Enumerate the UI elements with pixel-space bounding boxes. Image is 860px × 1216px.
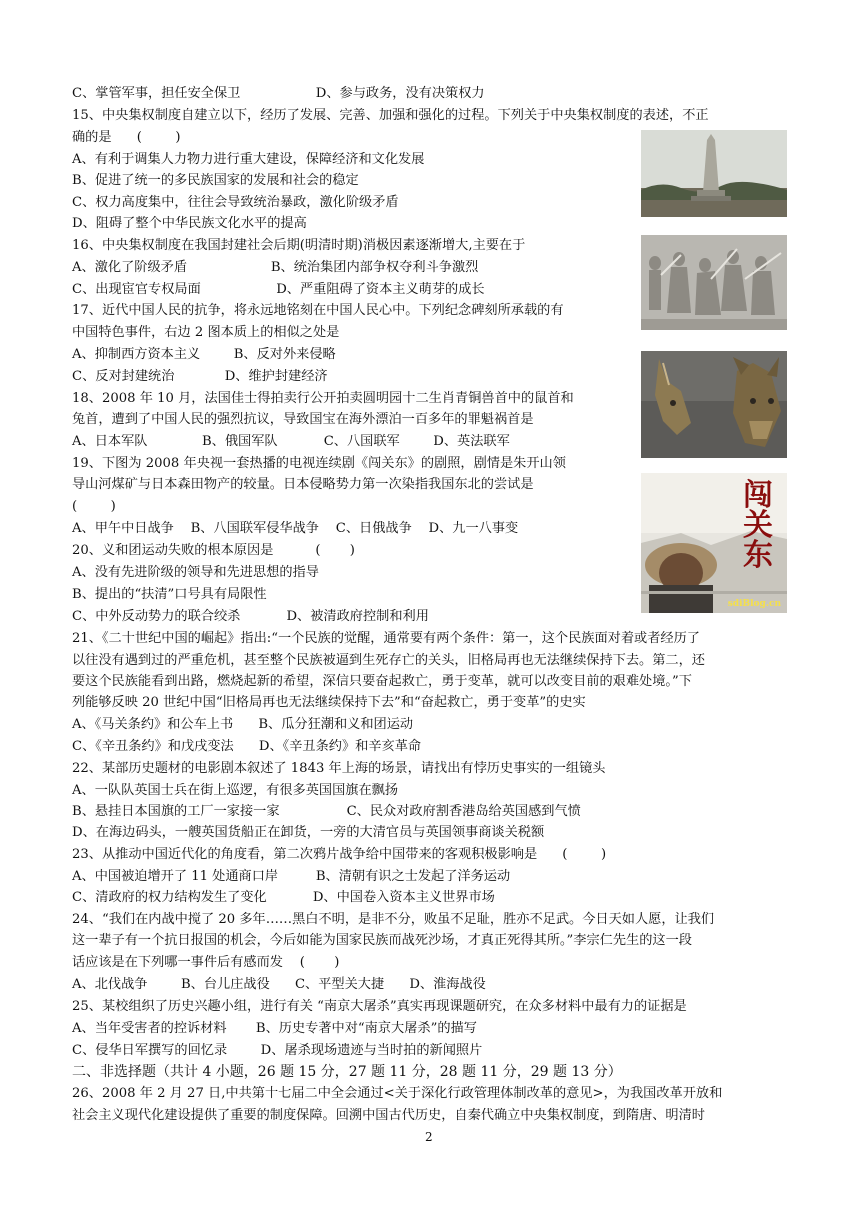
text-line: A、抑制西方资本主义 B、反对外来侵略 (72, 347, 336, 362)
text-line: A、有利于调集人力物力进行重大建设，保障经济和文化发展 (72, 152, 425, 167)
bronze-animal-heads-photo-icon (641, 351, 787, 458)
text-line: A、一队队英国士兵在街上巡逻，有很多英国国旗在飘扬 (72, 783, 399, 798)
poster-watermark: sdiBlog.cn (727, 599, 781, 609)
text-line: 导山河煤矿与日本森田物产的较量。日本侵略势力第一次染指我国东北的尝试是 (72, 477, 534, 492)
stone-relief-photo-icon (641, 235, 787, 330)
text-line: 19、下图为 2008 年央视一套热播的电视连续剧《闯关东》的剧照，剧情是朱开山领 (72, 456, 566, 471)
text-line: A、激化了阶级矛盾 B、统治集团内部争权夺利斗争激烈 (72, 260, 479, 275)
text-line: 话应该是在下列哪一事件后有感而发 ( ) (72, 955, 340, 970)
poster-title: 闯关东 (743, 478, 773, 573)
text-line: 中国特色事件，右边 2 图本质上的相似之处是 (72, 325, 340, 340)
text-line: A、《马关条约》和公车上书 B、瓜分狂潮和义和团运动 (72, 717, 414, 732)
text-line: 15、中央集权制度自建立以下，经历了发展、完善、加强和强化的过程。下列关于中央集权制度的表述，不正 (72, 108, 709, 123)
text-line: 要这个民族能看到出路，燃烧起新的希望，深信只要奋起救亡，勇于变革，就可以改变目前的艰难处境。”下 (72, 674, 692, 689)
text-line: D、阻碍了整个中华民族文化水平的提高 (72, 216, 307, 231)
text-line: A、甲午中日战争 B、八国联军侵华战争 C、日俄战争 D、九一八事变 (72, 521, 519, 536)
text-line: A、日本军队 B、俄国军队 C、八国联军 D、英法联军 (72, 434, 510, 449)
text-line: B、悬挂日本国旗的工厂一家接一家 C、民众对政府割香港岛给英国感到气愤 (72, 804, 581, 819)
text-line: 22、某部历史题材的电影剧本叙述了 1843 年上海的场景，请找出有悖历史事实的一组镜头 (72, 761, 606, 776)
text-line: A、中国被迫增开了 11 处通商口岸 B、清朝有识之士发起了洋务运动 (72, 869, 511, 884)
text-line: C、清政府的权力结构发生了变化 D、中国卷入资本主义世界市场 (72, 890, 495, 905)
section-heading: 二、非选择题（共计 4 小题，26 题 15 分，27 题 11 分，28 题 11 分，29 题 13 分） (72, 1064, 622, 1080)
text-line: 确的是 ( ) (72, 130, 181, 145)
text-line: 21、《二十世纪中国的崛起》指出:“一个民族的觉醒，通常要有两个条件：第一，这个民族面对着或者经历了 (72, 631, 700, 646)
text-line: 23、从推动中国近代化的角度看，第二次鸦片战争给中国带来的客观积极影响是 ( ) (72, 847, 607, 862)
text-line: A、没有先进阶级的领导和先进思想的指导 (72, 565, 319, 580)
text-line: C、《辛丑条约》和戊戌变法 D、《辛丑条约》和辛亥革命 (72, 739, 422, 754)
text-line: B、提出的“扶清”口号具有局限性 (72, 587, 267, 602)
text-line: 以往没有遇到过的严重危机，甚至整个民族被逼到生死存亡的关头，旧格局再也无法继续保持下去。第二，还 (72, 653, 705, 668)
text-line: B、促进了统一的多民族国家的发展和社会的稳定 (72, 173, 359, 188)
text-line: C、反对封建统治 D、维护封建经济 (72, 369, 328, 384)
text-line: A、北伐战争 B、台儿庄战役 C、平型关大捷 D、淮海战役 (72, 977, 486, 992)
text-line: 16、中央集权制度在我国封建社会后期(明清时期)消极因素逐渐增大,主要在于 (72, 238, 526, 253)
text-line: 24、“我们在内战中搅了 20 多年……黑白不明，是非不分，败虽不足耻，胜亦不足武。今日天如人愿，让我们 (72, 912, 715, 927)
text-line: C、出现宦官专权局面 D、严重阻碍了资本主义萌芽的成长 (72, 282, 485, 297)
text-line: D、在海边码头，一艘英国货船正在卸货，一旁的大清官员与英国领事商谈关税额 (72, 825, 545, 840)
text-line: 26、2008 年 2 月 27 日,中共第十七届二中全会通过<关于深化行政管理体制改革的意见>，为我国改革开放和 (72, 1086, 723, 1101)
text-line: 18、2008 年 10 月，法国佳士得拍卖行公开拍卖圆明园十二生肖青铜兽首中的鼠首和 (72, 391, 574, 406)
text-line: 兔首，遭到了中国人民的强烈抗议，导致国宝在海外漂泊一百多年的罪魁祸首是 (72, 412, 534, 427)
text-line: C、中外反动势力的联合绞杀 D、被清政府控制和利用 (72, 609, 429, 624)
text-line: 17、近代中国人民的抗争，将永远地铭刻在中国人民心中。下列纪念碑刻所承载的有 (72, 303, 564, 318)
text-line: ( ) (72, 499, 116, 514)
text-line: C、权力高度集中，往往会导致统治暴政，激化阶级矛盾 (72, 195, 399, 210)
page-number: 2 (425, 1130, 433, 1144)
text-line: 20、义和团运动失败的根本原因是 ( ) (72, 543, 355, 558)
text-line: C、掌管军事，担任安全保卫 D、参与政务，没有决策权力 (72, 86, 485, 101)
text-line: A、当年受害者的控诉材料 B、历史专著中对“南京大屠杀”的描写 (72, 1021, 477, 1036)
monument-photo-icon (641, 130, 787, 217)
text-line: C、侵华日军撰写的回忆录 D、屠杀现场遗迹与当时拍的新闻照片 (72, 1043, 483, 1058)
tv-drama-poster-icon (641, 473, 787, 613)
text-line: 社会主义现代化建设提供了重要的制度保障。回溯中国古代历史，自秦代确立中央集权制度，到隋唐、明清时 (72, 1108, 705, 1123)
text-line: 这一辈子有一个抗日报国的机会，今后如能为国家民族而战死沙场，才真正死得其所。”李宗仁先生的这一段 (72, 933, 692, 948)
text-line: 25、某校组织了历史兴趣小组，进行有关 “南京大屠杀”真实再现课题研究，在众多材料中最有力的证据是 (72, 999, 687, 1014)
text-line: 列能够反映 20 世纪中国“旧格局再也无法继续保持下去”和“奋起救亡，勇于变革”的史实 (72, 695, 586, 710)
